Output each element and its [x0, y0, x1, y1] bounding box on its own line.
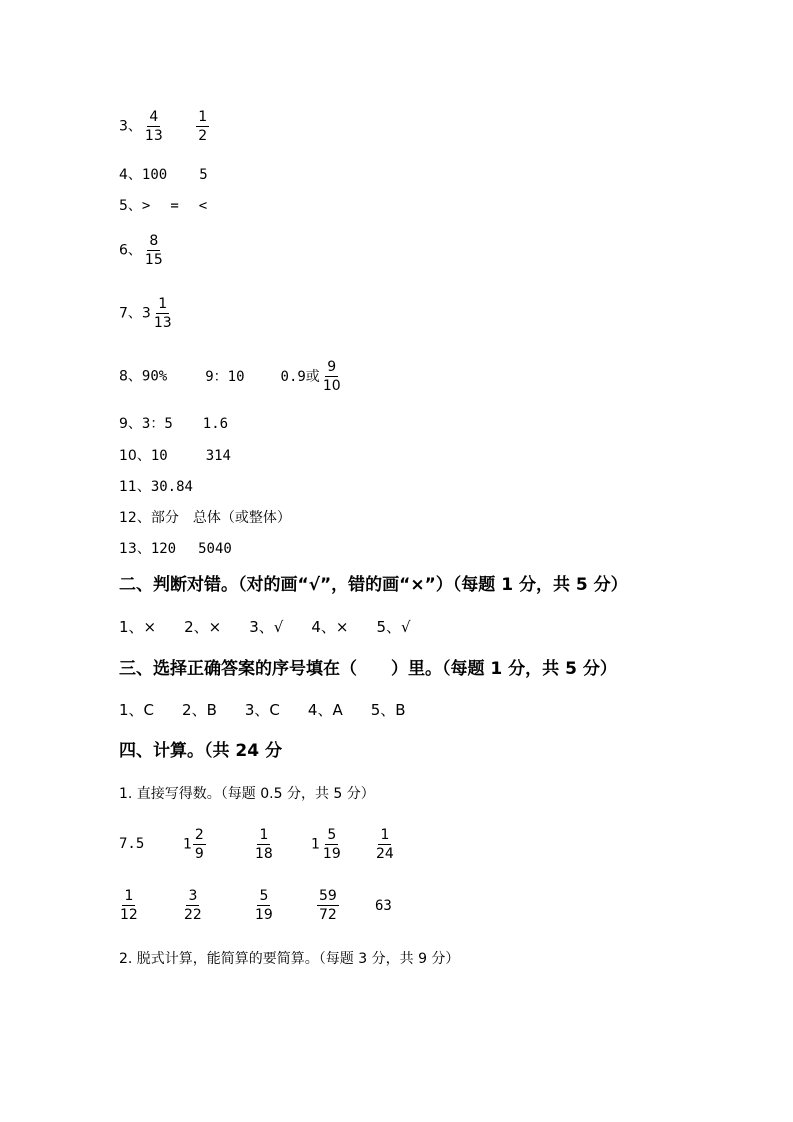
numerator: 1	[198, 109, 208, 125]
fraction	[152, 295, 174, 332]
question-number: 5、	[119, 198, 142, 214]
answer: 90%	[141, 368, 168, 385]
calc-answer	[316, 887, 340, 924]
numerator: 1	[124, 888, 134, 904]
fraction	[118, 887, 140, 924]
answer: =	[170, 198, 179, 214]
answer-line-10	[119, 447, 231, 465]
calc-answer: 7.5	[119, 836, 145, 852]
judgement-answer: 2、×	[184, 618, 222, 636]
answer: 314	[205, 448, 231, 464]
question-number: 13、	[119, 541, 151, 557]
fraction	[321, 358, 343, 395]
denominator: 12	[120, 907, 138, 923]
calc-answer	[252, 826, 276, 863]
denominator: 22	[184, 907, 202, 923]
answer: 10	[150, 448, 168, 464]
question-number: 3、	[119, 118, 142, 135]
section-4-subheading-1: 1. 直接写得数。（每题 0.5 分，共 5 分）	[119, 786, 375, 802]
answer-line-11	[119, 478, 193, 496]
denominator: 19	[322, 846, 341, 862]
answer: 0.9或	[280, 368, 320, 385]
answer-line-12	[119, 509, 291, 527]
denominator: 13	[153, 315, 172, 331]
numerator: 8	[149, 233, 159, 249]
answer: 总体（或整体）	[192, 510, 291, 526]
question-number: 12、	[119, 510, 151, 526]
denominator: 72	[319, 907, 337, 923]
whole-number: 1	[183, 836, 192, 853]
fraction	[193, 826, 206, 863]
numerator: 1	[380, 827, 390, 843]
fraction	[143, 108, 165, 145]
question-number: 9、	[119, 416, 142, 432]
numerator: 2	[194, 827, 204, 843]
numerator: 9	[327, 359, 337, 375]
denominator: 24	[376, 846, 394, 862]
answer: 120	[150, 541, 177, 557]
answer-line-3	[119, 108, 210, 145]
whole-number: 1	[311, 836, 320, 853]
answer-line-4	[119, 166, 208, 184]
fraction	[374, 826, 396, 863]
calc-answer	[252, 887, 276, 924]
fraction	[321, 826, 343, 863]
numerator: 3	[188, 888, 198, 904]
fraction	[182, 887, 204, 924]
numerator: 59	[319, 888, 337, 904]
question-number: 8、	[119, 368, 142, 385]
answer-line-9	[119, 415, 228, 433]
judgement-answer: 5、√	[376, 618, 411, 636]
denominator: 2	[198, 128, 208, 144]
whole-number: 3	[141, 305, 151, 322]
answer: 部分	[150, 510, 179, 526]
choice-answer: 2、B	[182, 701, 217, 719]
numerator: 1	[259, 827, 269, 843]
section-2-heading: 二、判断对错。（对的画“√”，错的画“×”）（每题 1 分，共 5 分）	[119, 575, 628, 595]
choice-answer: 1、C	[119, 701, 155, 719]
answer: 9：10	[205, 368, 245, 385]
question-number: 11、	[119, 479, 151, 495]
denominator: 19	[255, 907, 273, 923]
calc-answer	[373, 826, 397, 863]
section-2-answers	[119, 618, 411, 636]
answer: 5040	[198, 541, 232, 557]
numerator: 4	[149, 109, 159, 125]
fraction	[143, 232, 165, 269]
section-4-heading: 四、计算。（共 24 分	[119, 741, 282, 761]
fraction	[253, 887, 275, 924]
calc-answer	[117, 887, 141, 924]
denominator: 15	[144, 252, 163, 268]
denominator: 10	[322, 378, 341, 394]
choice-answer: 3、C	[244, 701, 280, 719]
answer: 5	[199, 167, 208, 183]
answer: 1.6	[202, 416, 229, 432]
answer: 100	[141, 167, 168, 183]
answer-line-8	[119, 358, 344, 395]
numerator: 5	[259, 888, 269, 904]
section-3-answers	[119, 701, 406, 719]
answer: 3：5	[141, 416, 173, 432]
choice-answer: 5、B	[370, 701, 406, 719]
section-4-subheading-2: 2. 脱式计算，能简算的要简算。（每题 3 分，共 9 分）	[119, 951, 460, 967]
answer: 30.84	[150, 479, 193, 495]
answer-line-5	[119, 197, 207, 215]
question-number: 6、	[119, 242, 142, 259]
judgement-answer: 4、×	[311, 618, 349, 636]
judgement-answer: 1、×	[119, 618, 157, 636]
denominator: 9	[194, 846, 204, 862]
fraction	[253, 826, 275, 863]
numerator: 1	[158, 296, 168, 312]
section-3-heading: 三、选择正确答案的序号填在（ ）里。（每题 1 分，共 5 分）	[119, 659, 617, 679]
denominator: 13	[144, 128, 163, 144]
answer-line-13	[119, 540, 232, 558]
calc-answer	[183, 826, 207, 863]
question-number: 7、	[119, 305, 142, 322]
calc-answer: 63	[375, 898, 392, 914]
answer: >	[141, 198, 151, 214]
numerator: 5	[327, 827, 337, 843]
calc-answer	[181, 887, 205, 924]
answer: <	[198, 198, 208, 214]
answer-line-7	[119, 295, 175, 332]
choice-answer: 4、A	[307, 701, 343, 719]
fraction	[317, 887, 339, 924]
judgement-answer: 3、√	[249, 618, 284, 636]
answer-line-6	[119, 232, 166, 269]
question-number: 4、	[119, 167, 142, 183]
question-number: 10、	[119, 448, 151, 464]
denominator: 18	[255, 846, 273, 862]
calc-answer	[311, 826, 344, 863]
fraction	[196, 108, 209, 145]
